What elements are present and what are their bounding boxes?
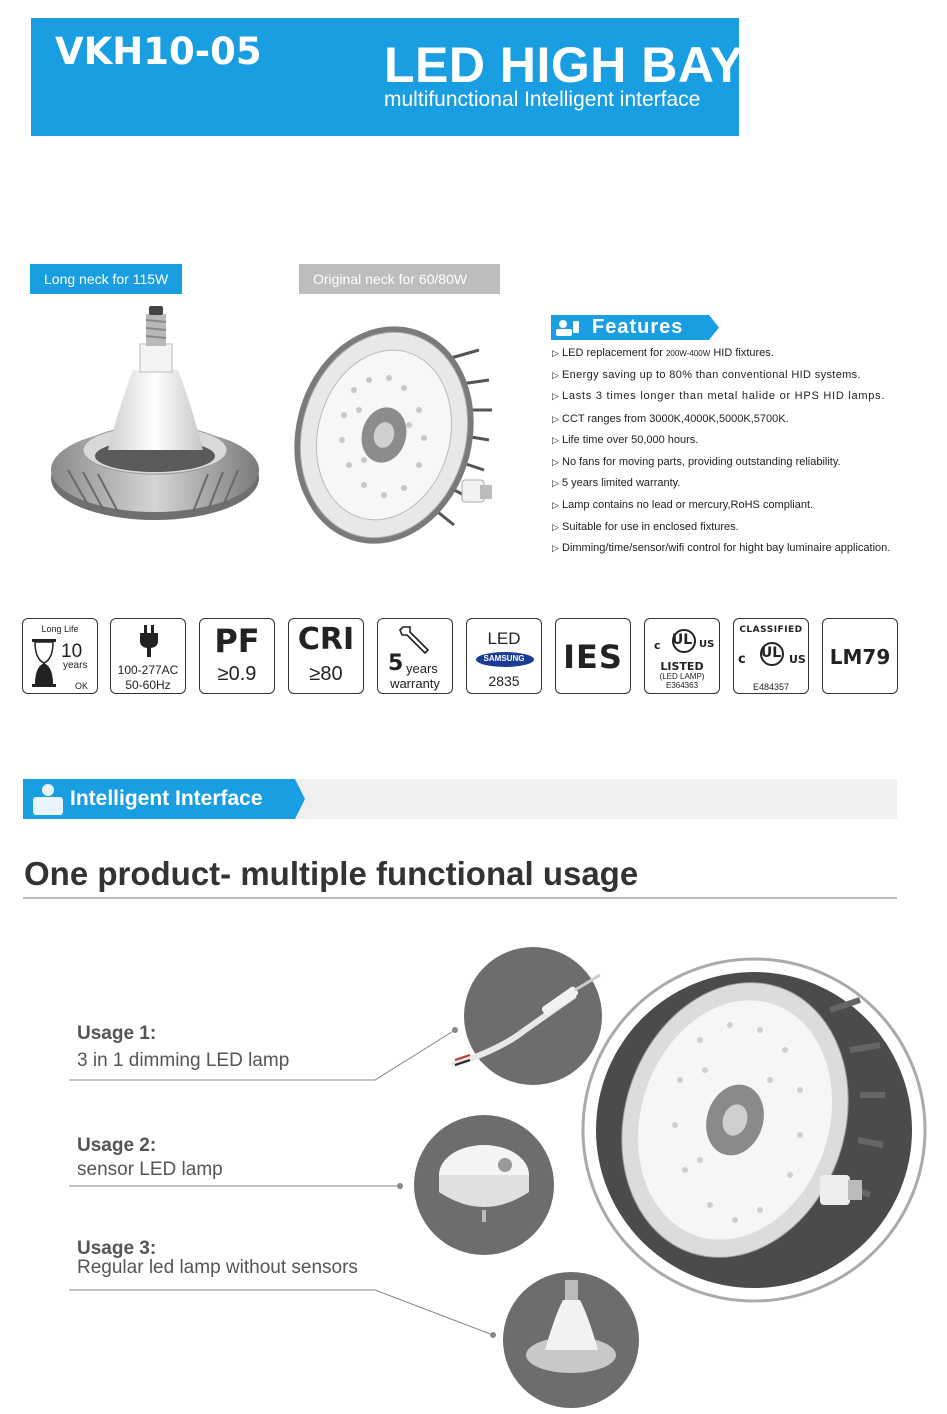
life-ok-label: OK	[75, 681, 89, 691]
ul-classified-us: US	[789, 653, 806, 666]
feature-text: CCT ranges from 3000K,4000K,5000K,5700K.	[562, 412, 789, 425]
warranty-years-unit: years	[406, 661, 438, 676]
wrench-icon	[398, 624, 434, 654]
feature-text: Lasts 3 times longer than metal halide or HPS HID lamps.	[562, 390, 886, 402]
warranty-badge	[377, 618, 453, 694]
intelligent-interface-title: Intelligent Interface	[70, 787, 263, 810]
bullet-icon: ▷	[552, 521, 559, 532]
heading-divider	[23, 897, 897, 899]
feature-text: Energy saving up to 80% than conventional HID systems.	[562, 368, 861, 381]
ul-classified-label: UL	[760, 645, 782, 661]
long-neck-tag: Long neck for 115W	[30, 264, 182, 294]
cri-label: CRI	[297, 622, 355, 657]
usage-1-connector	[69, 1030, 455, 1080]
feature-item	[552, 455, 932, 477]
usage-3-connector	[69, 1290, 493, 1335]
features-list	[552, 346, 932, 563]
bullet-icon: ▷	[552, 435, 559, 445]
bullet-icon: ▷	[552, 543, 559, 553]
feature-item	[552, 346, 932, 368]
hourglass-icon	[31, 639, 57, 687]
feature-item	[552, 541, 932, 563]
led-chip-badge	[466, 618, 542, 694]
ul-classified-c: c	[738, 652, 746, 667]
long-life-label: Long Life	[41, 624, 79, 634]
feature-item	[552, 520, 932, 542]
power-input-badge	[110, 618, 186, 694]
bullet-icon: ▷	[552, 348, 559, 358]
lm79-label: LM79	[829, 645, 891, 669]
feature-item	[552, 498, 932, 516]
ul-listed-sub: (LED LAMP)	[659, 672, 705, 681]
led-model: 2835	[488, 673, 520, 689]
feature-text: Lamp contains no lead or mercury,RoHS compliant.	[562, 498, 814, 511]
ul-listed-file: E364363	[665, 681, 699, 690]
pf-value: ≥0.9	[217, 663, 257, 685]
ul-c-label: c	[654, 639, 661, 652]
cri-value: ≥80	[309, 663, 343, 685]
life-years-value: 10	[61, 641, 83, 662]
bullet-icon: ▷	[552, 391, 560, 401]
feature-text: HID fixtures.	[710, 347, 774, 359]
life-years-unit: years	[63, 660, 88, 671]
cri-badge	[288, 618, 364, 694]
power-factor-badge	[199, 618, 275, 694]
sensor-module-image	[414, 1115, 554, 1255]
product-subtitle: multifunctional Intelligent interface	[384, 88, 701, 111]
pf-label: PF	[214, 622, 260, 660]
ul-label: UL	[671, 632, 693, 648]
usage-3-desc: Regular led lamp without sensors	[77, 1257, 358, 1278]
original-neck-tag: Original neck for 60/80W	[299, 264, 500, 294]
dimming-cable-image	[452, 947, 602, 1085]
ul-classified-file: E484357	[752, 682, 790, 692]
regular-lamp-image	[503, 1272, 639, 1408]
feature-text: Suitable for use in enclosed fixtures.	[562, 520, 739, 533]
classified-arc-text: CLASSIFIED	[739, 625, 803, 635]
ul-listed-badge	[644, 618, 720, 694]
usage-3-label: Usage 3:	[77, 1238, 157, 1259]
feature-text: Life time over 50,000 hours.	[562, 434, 699, 446]
bullet-icon: ▷	[552, 413, 559, 424]
usage-2-desc: sensor LED lamp	[77, 1159, 223, 1180]
feature-text: No fans for moving parts, providing outstanding reliability.	[562, 455, 841, 468]
feature-item	[552, 433, 932, 455]
led-label: LED	[487, 629, 521, 648]
feature-text: 5 years limited warranty.	[562, 477, 681, 489]
lm79-badge	[822, 618, 898, 694]
usage-illustration	[0, 930, 947, 1414]
feature-item	[552, 389, 932, 411]
feature-text: Dimming/time/sensor/wifi control for hight bay luminaire application.	[562, 542, 891, 554]
features-title: Features	[592, 316, 684, 338]
warranty-years-value: 5	[388, 651, 404, 676]
ul-us-label: US	[699, 639, 715, 650]
bullet-icon: ▷	[552, 499, 559, 510]
feature-item	[552, 368, 932, 390]
original-neck-lamp-image	[294, 310, 494, 560]
model-number: VKH10-05	[55, 30, 262, 73]
plug-icon	[139, 625, 159, 657]
product-title: LED HIGH BAY	[384, 37, 744, 93]
usage-heading: One product- multiple functional usage	[24, 855, 639, 892]
usage-2-label: Usage 2:	[77, 1135, 157, 1156]
long-life-badge	[22, 618, 98, 694]
led-brand: SAMSUNG	[483, 654, 525, 663]
bullet-icon: ▷	[552, 478, 559, 488]
ies-badge	[555, 618, 631, 694]
bullet-icon: ▷	[552, 456, 559, 467]
big-lamp-image	[583, 953, 925, 1301]
long-neck-lamp-image	[48, 300, 263, 525]
voltage-range: 100-277AC	[117, 663, 179, 677]
usage-1-desc: 3 in 1 dimming LED lamp	[77, 1050, 290, 1071]
feature-item	[552, 476, 932, 498]
bullet-icon: ▷	[552, 369, 560, 380]
frequency-range: 50-60Hz	[125, 678, 171, 692]
feature-item	[552, 412, 932, 434]
usage-1-label: Usage 1:	[77, 1023, 157, 1044]
feature-wattage: 200W-400W	[665, 349, 711, 358]
ul-classified-badge	[733, 618, 809, 694]
ies-label: IES	[563, 638, 623, 676]
ul-listed-text: LISTED	[660, 660, 704, 673]
warranty-label: warranty	[390, 676, 440, 691]
feature-text: LED replacement for	[562, 347, 666, 359]
